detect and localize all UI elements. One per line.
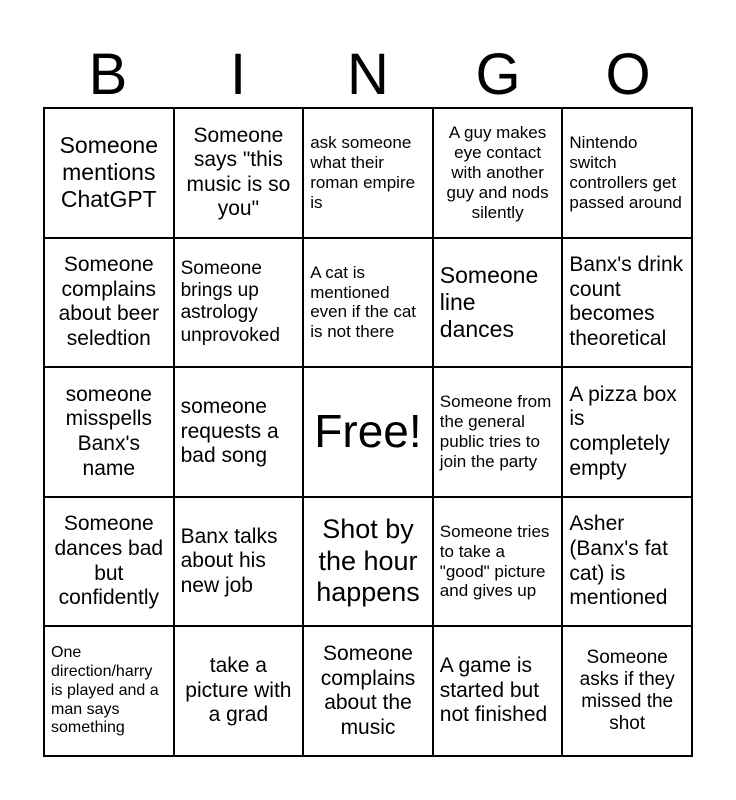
header-letter-n: N: [347, 42, 389, 107]
bingo-cell[interactable]: take a picture with a grad: [174, 626, 304, 756]
bingo-cell[interactable]: A cat is mentioned even if the cat is not there: [303, 238, 433, 368]
bingo-cell[interactable]: Someone line dances: [433, 238, 563, 368]
header-letter-g: G: [475, 42, 521, 107]
bingo-cell[interactable]: A pizza box is completely empty: [562, 367, 692, 497]
bingo-cell[interactable]: Banx talks about his new job: [174, 497, 304, 627]
bingo-board: [43, 107, 693, 757]
header-letter-i: I: [229, 42, 247, 107]
bingo-cell[interactable]: Someone dances bad but confidently: [44, 497, 174, 627]
bingo-cell[interactable]: Someone tries to take a "good" picture and gives up: [433, 497, 563, 627]
bingo-cell[interactable]: One direction/harry is played and a man says something: [44, 626, 174, 756]
bingo-cell[interactable]: Nintendo switch controllers get passed around: [562, 108, 692, 238]
bingo-cell[interactable]: A game is started but not finished: [433, 626, 563, 756]
bingo-cell[interactable]: Someone says "this music is so you": [174, 108, 304, 238]
free-space[interactable]: Free!: [303, 367, 433, 497]
bingo-cell[interactable]: Someone complains about the music: [303, 626, 433, 756]
bingo-cell[interactable]: ask someone what their roman empire is: [303, 108, 433, 238]
header-letter-o: O: [605, 42, 651, 107]
bingo-cell[interactable]: someone requests a bad song: [174, 367, 304, 497]
bingo-cell[interactable]: Someone complains about beer seledtion: [44, 238, 174, 368]
bingo-cell[interactable]: Shot by the hour happens: [303, 497, 433, 627]
bingo-cell[interactable]: someone misspells Banx's name: [44, 367, 174, 497]
bingo-cell[interactable]: Someone from the general public tries to join the party: [433, 367, 563, 497]
bingo-cell[interactable]: Someone brings up astrology unprovoked: [174, 238, 304, 368]
bingo-cell[interactable]: Asher (Banx's fat cat) is mentioned: [562, 497, 692, 627]
bingo-cell[interactable]: A guy makes eye contact with another guy and nods silently: [433, 108, 563, 238]
bingo-cell[interactable]: Banx's drink count becomes theoretical: [562, 238, 692, 368]
bingo-cell[interactable]: Someone mentions ChatGPT: [44, 108, 174, 238]
bingo-cell[interactable]: Someone asks if they missed the shot: [562, 626, 692, 756]
bingo-header: [43, 40, 693, 110]
header-letter-b: B: [88, 42, 128, 107]
